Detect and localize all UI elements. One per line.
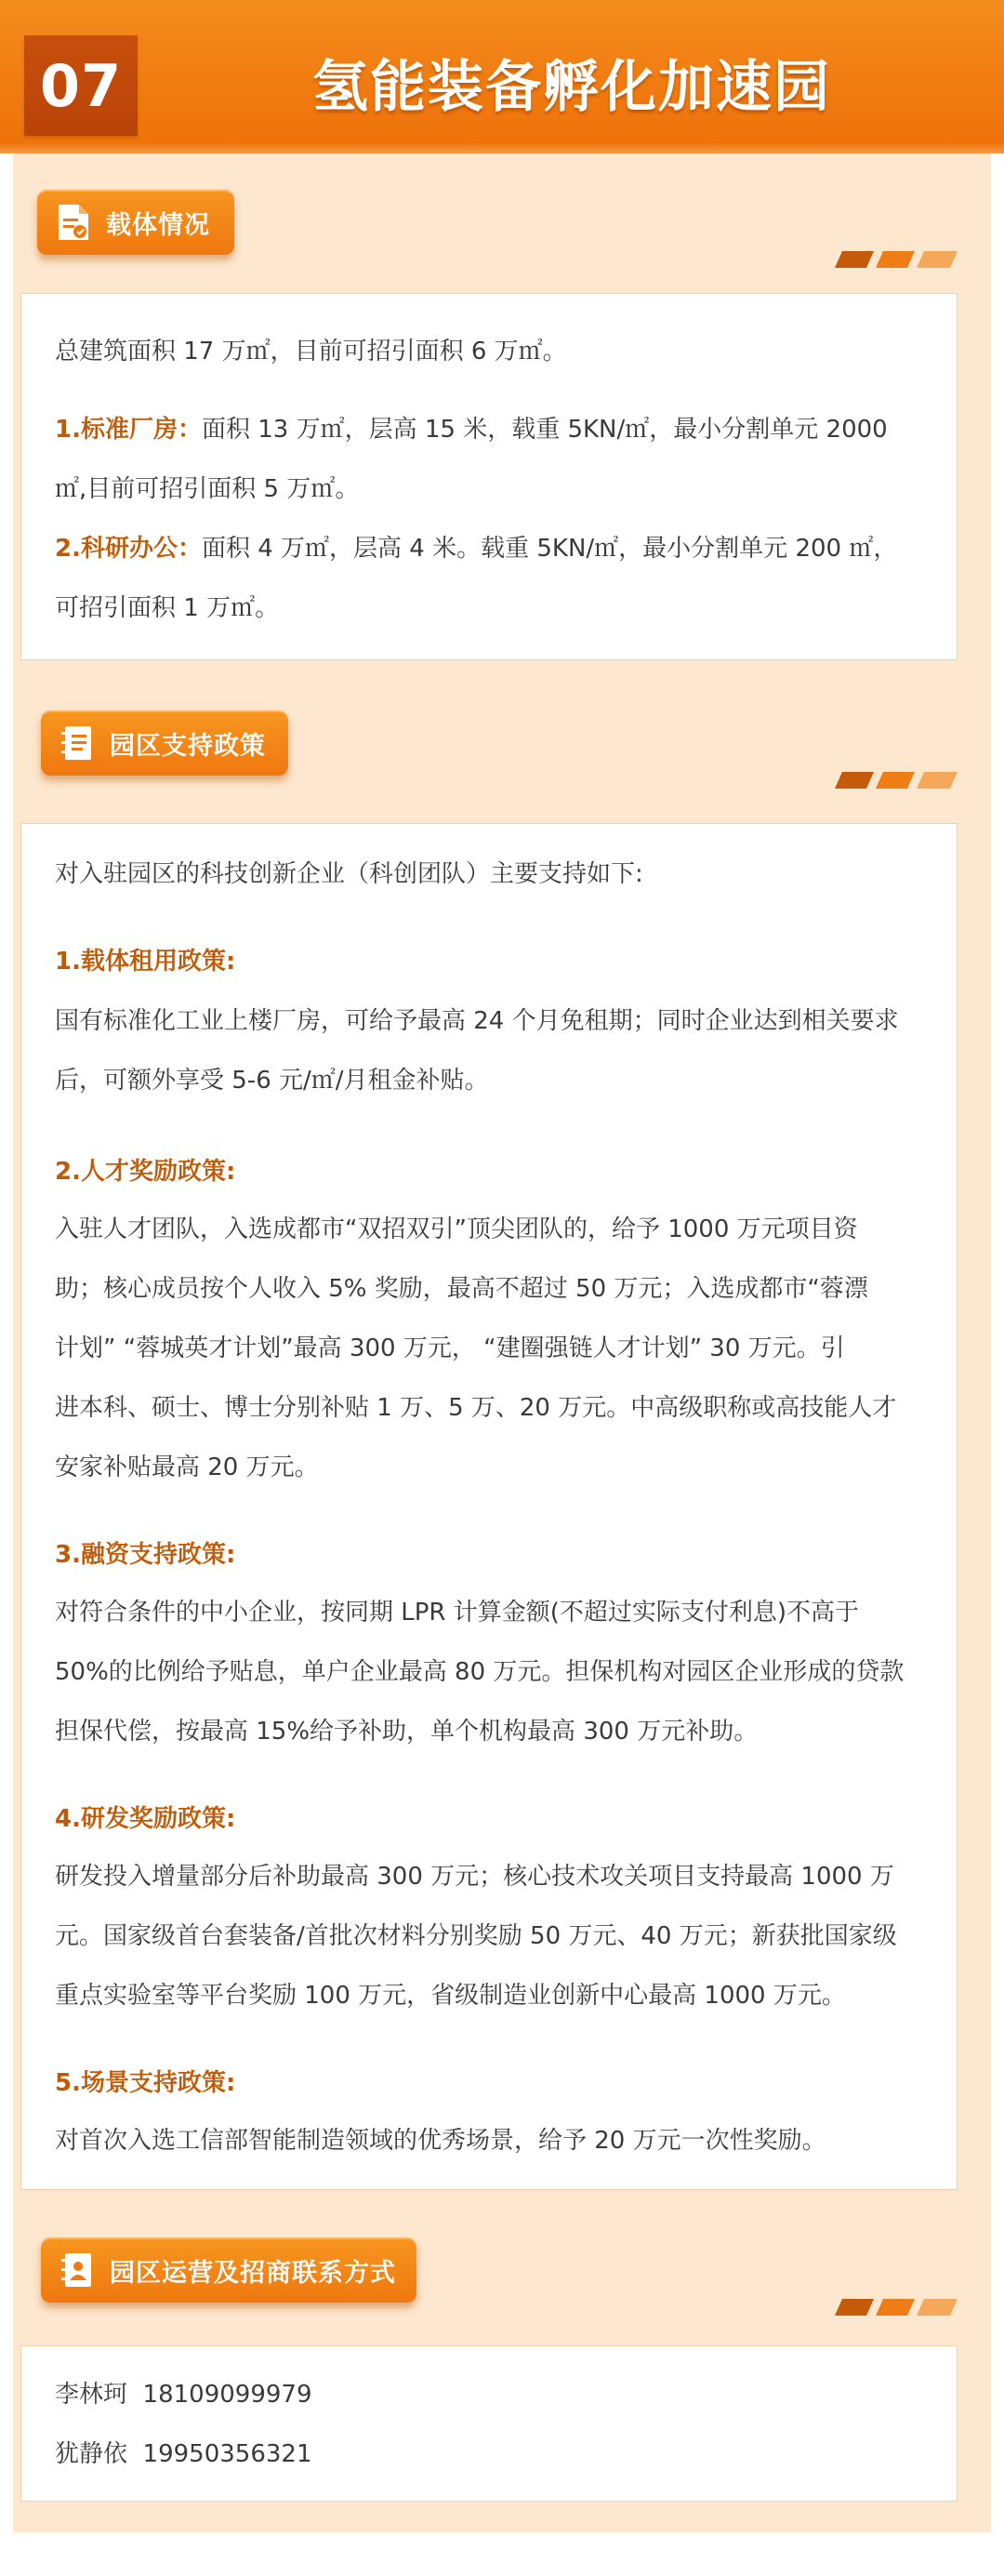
carrier-item-2 bbox=[55, 519, 929, 578]
stripe-decoration bbox=[833, 772, 963, 792]
section-label-contact bbox=[41, 2237, 416, 2303]
header-glow bbox=[0, 142, 1004, 153]
policy-card bbox=[20, 823, 958, 2190]
contact-phone[interactable]: 18109099979 bbox=[142, 2381, 312, 2409]
policy-item-2-line: 计划” “蓉城英才计划”最高 300 万元， “建圈强链人才计划” 30 万元。引 bbox=[55, 1334, 845, 1362]
contact-card-icon bbox=[58, 2250, 97, 2291]
policy-item-3-line: 对符合条件的中小企业，按同期 LPR 计算金额(不超过实际支付利息)不高于 bbox=[55, 1599, 860, 1627]
carrier-item-1 bbox=[55, 400, 929, 459]
policy-item-2-line: 入驻人才团队，入选成都市“双招双引”顶尖团队的，给予 1000 万元项目资 bbox=[55, 1215, 858, 1243]
contact-row bbox=[55, 2424, 929, 2484]
carrier-intro: 总建筑面积 17 万㎡，目前可招引面积 6 万㎡。 bbox=[55, 338, 567, 365]
stripe-decoration bbox=[833, 251, 963, 272]
policy-item-4-title: 4.研发奖励政策: bbox=[55, 1805, 236, 1833]
document-icon bbox=[54, 202, 93, 243]
section-label-policy bbox=[41, 710, 288, 776]
carrier-item-2-line2: 可招引面积 1 万㎡。 bbox=[55, 594, 280, 622]
policy-item-1-line: 国有标准化工业上楼厂房，可给予最高 24 个月免租期；同时企业达到相关要求 bbox=[55, 1007, 899, 1035]
policy-item-5-title: 5.场景支持政策: bbox=[55, 2069, 236, 2097]
page-title: 氢能装备孵化加速园 bbox=[312, 55, 831, 120]
policy-item-2-line: 安家补贴最高 20 万元。 bbox=[55, 1454, 319, 1481]
section-number: 07 bbox=[24, 35, 138, 136]
policy-item-2-line: 助；核心成员按个人收入 5% 奖励，最高不超过 50 万元；入选成都市“蓉漂 bbox=[55, 1275, 868, 1303]
header-banner bbox=[0, 0, 1004, 153]
contact-card bbox=[20, 2345, 958, 2502]
notebook-icon bbox=[58, 723, 97, 764]
carrier-item-1-line2: ㎡,目前可招引面积 5 万㎡。 bbox=[55, 475, 360, 503]
policy-item-2-line: 进本科、硕士、博士分别补贴 1 万、5 万、20 万元。中高级职称或高技能人才 bbox=[55, 1394, 897, 1422]
section-label-text: 园区运营及招商联系方式 bbox=[110, 2258, 396, 2288]
policy-item-3-line: 50%的比例给予贴息，单户企业最高 80 万元。担保机构对园区企业形成的贷款 bbox=[55, 1658, 905, 1686]
carrier-item-1-title: 1.标准厂房： bbox=[55, 416, 202, 444]
section-label-text: 载体情况 bbox=[106, 210, 210, 240]
carrier-item-1-line1: 面积 13 万㎡，层高 15 米，载重 5KN/㎡，最小分割单元 2000 bbox=[201, 416, 888, 444]
policy-item-2-title: 2.人才奖励政策: bbox=[55, 1158, 236, 1186]
policy-item-1-title: 1.载体租用政策: bbox=[55, 948, 236, 976]
contact-row bbox=[55, 2365, 929, 2424]
policy-item-1-line: 后，可额外享受 5-6 元/㎡/月租金补贴。 bbox=[55, 1067, 489, 1095]
bottom-margin bbox=[0, 2532, 1004, 2576]
policy-item-3-title: 3.融资支持政策: bbox=[55, 1541, 236, 1569]
section-label-carrier bbox=[37, 190, 234, 255]
section-label-text: 园区支持政策 bbox=[110, 731, 266, 761]
policy-item-4-line: 重点实验室等平台奖励 100 万元，省级制造业创新中心最高 1000 万元。 bbox=[55, 1982, 846, 2010]
carrier-card bbox=[20, 293, 958, 660]
policy-item-4-line: 研发投入增量部分后补助最高 300 万元；核心技术攻关项目支持最高 1000 万 bbox=[55, 1863, 894, 1891]
policy-item-5-line: 对首次入选工信部智能制造领域的优秀场景，给予 20 万元一次性奖励。 bbox=[55, 2127, 826, 2155]
carrier-item-2-line1: 面积 4 万㎡，层高 4 米。载重 5KN/㎡，最小分割单元 200 ㎡， bbox=[201, 535, 898, 563]
policy-intro: 对入驻园区的科技创新企业（科创团队）主要支持如下: bbox=[55, 860, 643, 888]
stripe-decoration bbox=[833, 2299, 963, 2319]
contact-name: 犹静依 bbox=[55, 2440, 128, 2468]
contact-phone[interactable]: 19950356321 bbox=[142, 2440, 312, 2468]
policy-item-4-line: 元。国家级首台套装备/首批次材料分别奖励 50 万元、40 万元；新获批国家级 bbox=[55, 1922, 897, 1950]
contact-name: 李林珂 bbox=[55, 2381, 128, 2409]
policy-item-3-line: 担保代偿，按最高 15%给予补助，单个机构最高 300 万元补助。 bbox=[55, 1718, 759, 1746]
carrier-item-2-title: 2.科研办公： bbox=[55, 535, 202, 563]
